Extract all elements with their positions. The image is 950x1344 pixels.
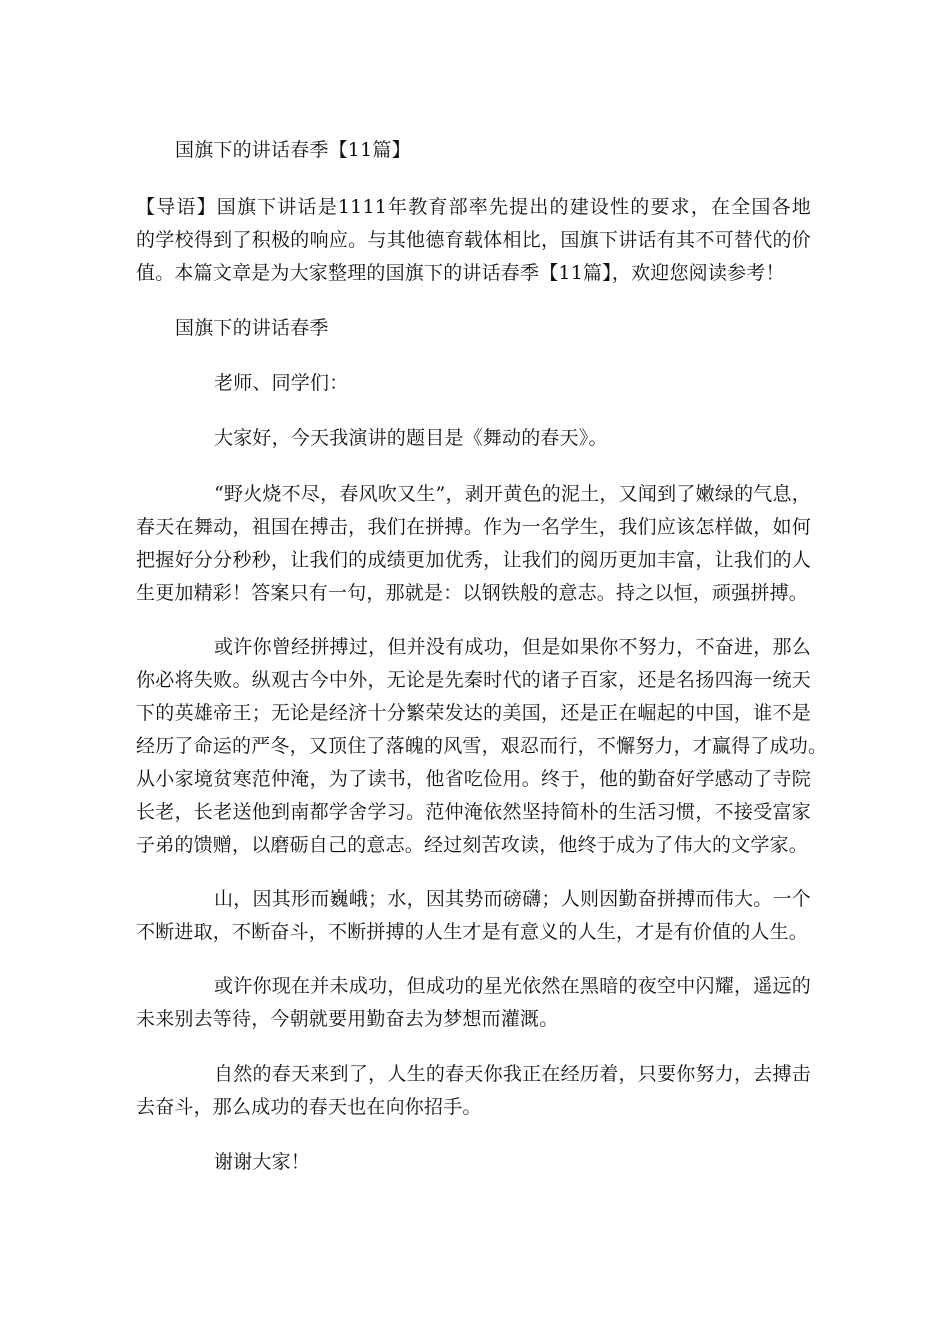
intro-line-2: 的学校得到了积极的响应。与其他德育载体相比，国旗下讲话有其不可替代的价 bbox=[136, 229, 811, 251]
para1-line-3: 把握好分分秒秒，让我们的成绩更加优秀，让我们的阅历更加丰富，让我们的人 bbox=[136, 549, 811, 571]
para1-line-1: “野火烧不尽，春风吹又生”，剥开黄色的泥土，又闻到了嫩绿的气息， bbox=[214, 483, 811, 505]
para4-line-1: 或许你现在并未成功，但成功的星光依然在黑暗的夜空中闪耀，遥远的 bbox=[214, 975, 811, 997]
para5-line-2: 去奋斗，那么成功的春天也在向你招手。 bbox=[136, 1096, 482, 1118]
section-title: 国旗下的讲话春季 bbox=[175, 317, 329, 339]
para1-line-4: 生更加精彩！答案只有一句，那就是：以钢铁般的意志。持之以恒，顽强拼搏。 bbox=[136, 582, 809, 604]
intro-line-1: 【导语】国旗下讲话是1111年教育部率先提出的建设性的要求，在全国各地 bbox=[136, 196, 811, 218]
closing-line: 谢谢大家！ bbox=[214, 1151, 311, 1173]
para1-line-2: 春天在舞动，祖国在搏击，我们在拼搏。作为一名学生，我们应该怎样做，如何 bbox=[136, 516, 811, 538]
salutation: 老师、同学们： bbox=[214, 372, 349, 394]
para3-line-1: 山，因其形而巍峨；水，因其势而磅礴；人则因勤奋拼搏而伟大。一个 bbox=[214, 888, 811, 910]
opening-line: 大家好，今天我演讲的题目是《舞动的春天》。 bbox=[214, 427, 608, 449]
para2-line-2: 你必将失败。纵观古今中外，无论是先秦时代的诸子百家，还是名扬四海一统天 bbox=[136, 669, 811, 691]
para3-line-2: 不断进取，不断奋斗，不断拼搏的人生才是有意义的人生，才是有价值的人生。 bbox=[136, 921, 809, 943]
para2-line-5: 从小家境贫寒范仲淹，为了读书，他省吃俭用。终于，他的勤奋好学感动了寺院 bbox=[136, 768, 811, 790]
para4-line-2: 未来别去等待，今朝就要用勤奋去为梦想而灌溉。 bbox=[136, 1008, 559, 1030]
para2-line-7: 子弟的馈赠，以磨砺自己的意志。经过刻苦攻读，他终于成为了伟大的文学家。 bbox=[136, 834, 809, 856]
para2-line-6: 长老，长老送他到南都学舍学习。范仲淹依然坚持简朴的生活习惯，不接受富家 bbox=[136, 801, 811, 823]
para2-line-1: 或许你曾经拼搏过，但并没有成功，但是如果你不努力，不奋进，那么 bbox=[214, 636, 811, 658]
document-title: 国旗下的讲话春季【11篇】 bbox=[175, 139, 411, 161]
para5-line-1: 自然的春天来到了，人生的春天你我正在经历着，只要你努力，去搏击 bbox=[214, 1063, 811, 1085]
para2-line-3: 下的英雄帝王；无论是经济十分繁荣发达的美国，还是正在崛起的中国，谁不是 bbox=[136, 702, 811, 724]
para2-line-4: 经历了命运的严冬，又顶住了落魄的风雪，艰忍而行，不懈努力，才赢得了成功。 bbox=[136, 735, 828, 757]
intro-line-3: 值。本篇文章是为大家整理的国旗下的讲话春季【11篇】，欢迎您阅读参考！ bbox=[136, 262, 785, 284]
